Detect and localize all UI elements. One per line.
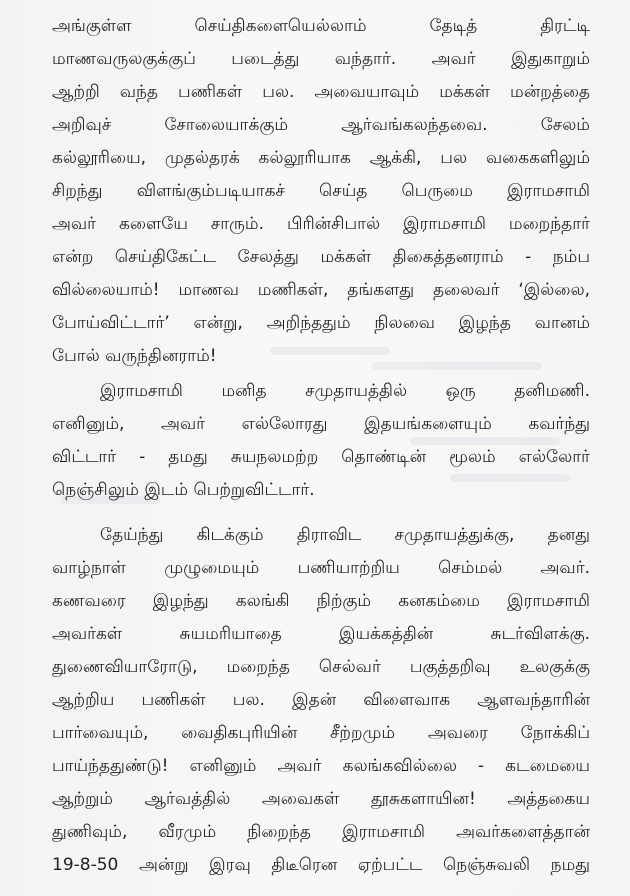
text-line: துணைவியாரோடு, மறைந்த செல்வர் பகுத்தறிவு உலகுக்கு [52,657,590,677]
text-line: வில்லையாம்! மாணவ மணிகள், தங்களது தலைவர் ‘இல்லை, [52,280,590,300]
text-line: எனினும், அவர் எல்லோரது இதயங்களையும் கவர்ந்து [52,414,590,434]
text-line: விட்டார் - தமது சுயநலமற்ற தொண்டின் மூலம் எல்லோர் [52,447,590,467]
text-line: வாழ்நாள் முழுமையும் பணியாற்றிய செம்மல் அவர். [52,558,590,578]
text-line: கணவரை இழந்து கலங்கி நிற்கும் கனகம்மை இராமசாமி [52,591,590,611]
text-line: அறிவுச் சோலையாக்கும் ஆர்வங்கலந்தவை. சேலம் [52,115,590,135]
text-line: போய்விட்டார்’ என்று, அறிந்ததும் நிலவை இழந்த வானம் [52,313,590,333]
text-line: ஆற்றும் ஆர்வத்தில் அவைகள் தூசுகளாயின! அத்தகைய [52,789,590,809]
text-line: இராமசாமி மனித சமுதாயத்தில் ஒரு தனிமணி. [100,381,590,401]
text-line: என்ற செய்திகேட்ட சேலத்து மக்கள் திகைத்தனராம் - நம்ப [52,247,590,267]
text-line: தேய்ந்து கிடக்கும் திராவிட சமுதாயத்துக்கு, தனது [100,525,590,545]
text-line: நெஞ்சிலும் இடம் பெற்றுவிட்டார். [52,480,315,500]
text-line: பாய்ந்ததுண்டு! எனினும் அவர் கலங்கவில்லை - கடமையை [52,756,590,776]
text-line: ஆற்றிய பணிகள் பல. இதன் விளைவாக ஆளவந்தாரின் [52,690,590,710]
text-line: பார்வையும், வைதிகபுரியின் சீற்றமும் அவரை நோக்கிப் [52,723,590,743]
text-line: அங்குள்ள செய்திகளையெல்லாம் தேடித் திரட்டி [52,16,590,36]
text-line: அவர் களையே சாரும். பிரின்சிபால் இராமசாமி மறைந்தார் [52,214,590,234]
text-line: ஆற்றி வந்த பணிகள் பல. அவையாவும் மக்கள் மன்றத்தை [52,82,590,102]
paragraph-1 [52,10,590,373]
text-line: கல்லூரியை, முதல்தரக் கல்லூரியாக ஆக்கி, பல வகைகளிலும் [52,148,590,168]
paragraph-3 [52,519,590,882]
text-line: அவர்கள் சுயமரியாதை இயக்கத்தின் சுடர்விளக்கு. [52,624,590,644]
text-line: சிறந்து விளங்கும்படியாகச் செய்த பெருமை இராமசாமி [52,181,590,201]
text-line: துணிவும், வீரமும் நிறைந்த இராமசாமி அவர்களைத்தான் [52,822,590,842]
paragraph-2 [52,375,590,507]
text-line: 19-8-50 அன்று இரவு திடீரென ஏற்பட்ட நெஞ்சுவலி நமது [52,855,590,875]
text-line: போல் வருந்தினராம்! [52,346,217,366]
text-line: மாணவருலகுக்குப் படைத்து வந்தார். அவர் இதுகாறும் [52,49,590,69]
